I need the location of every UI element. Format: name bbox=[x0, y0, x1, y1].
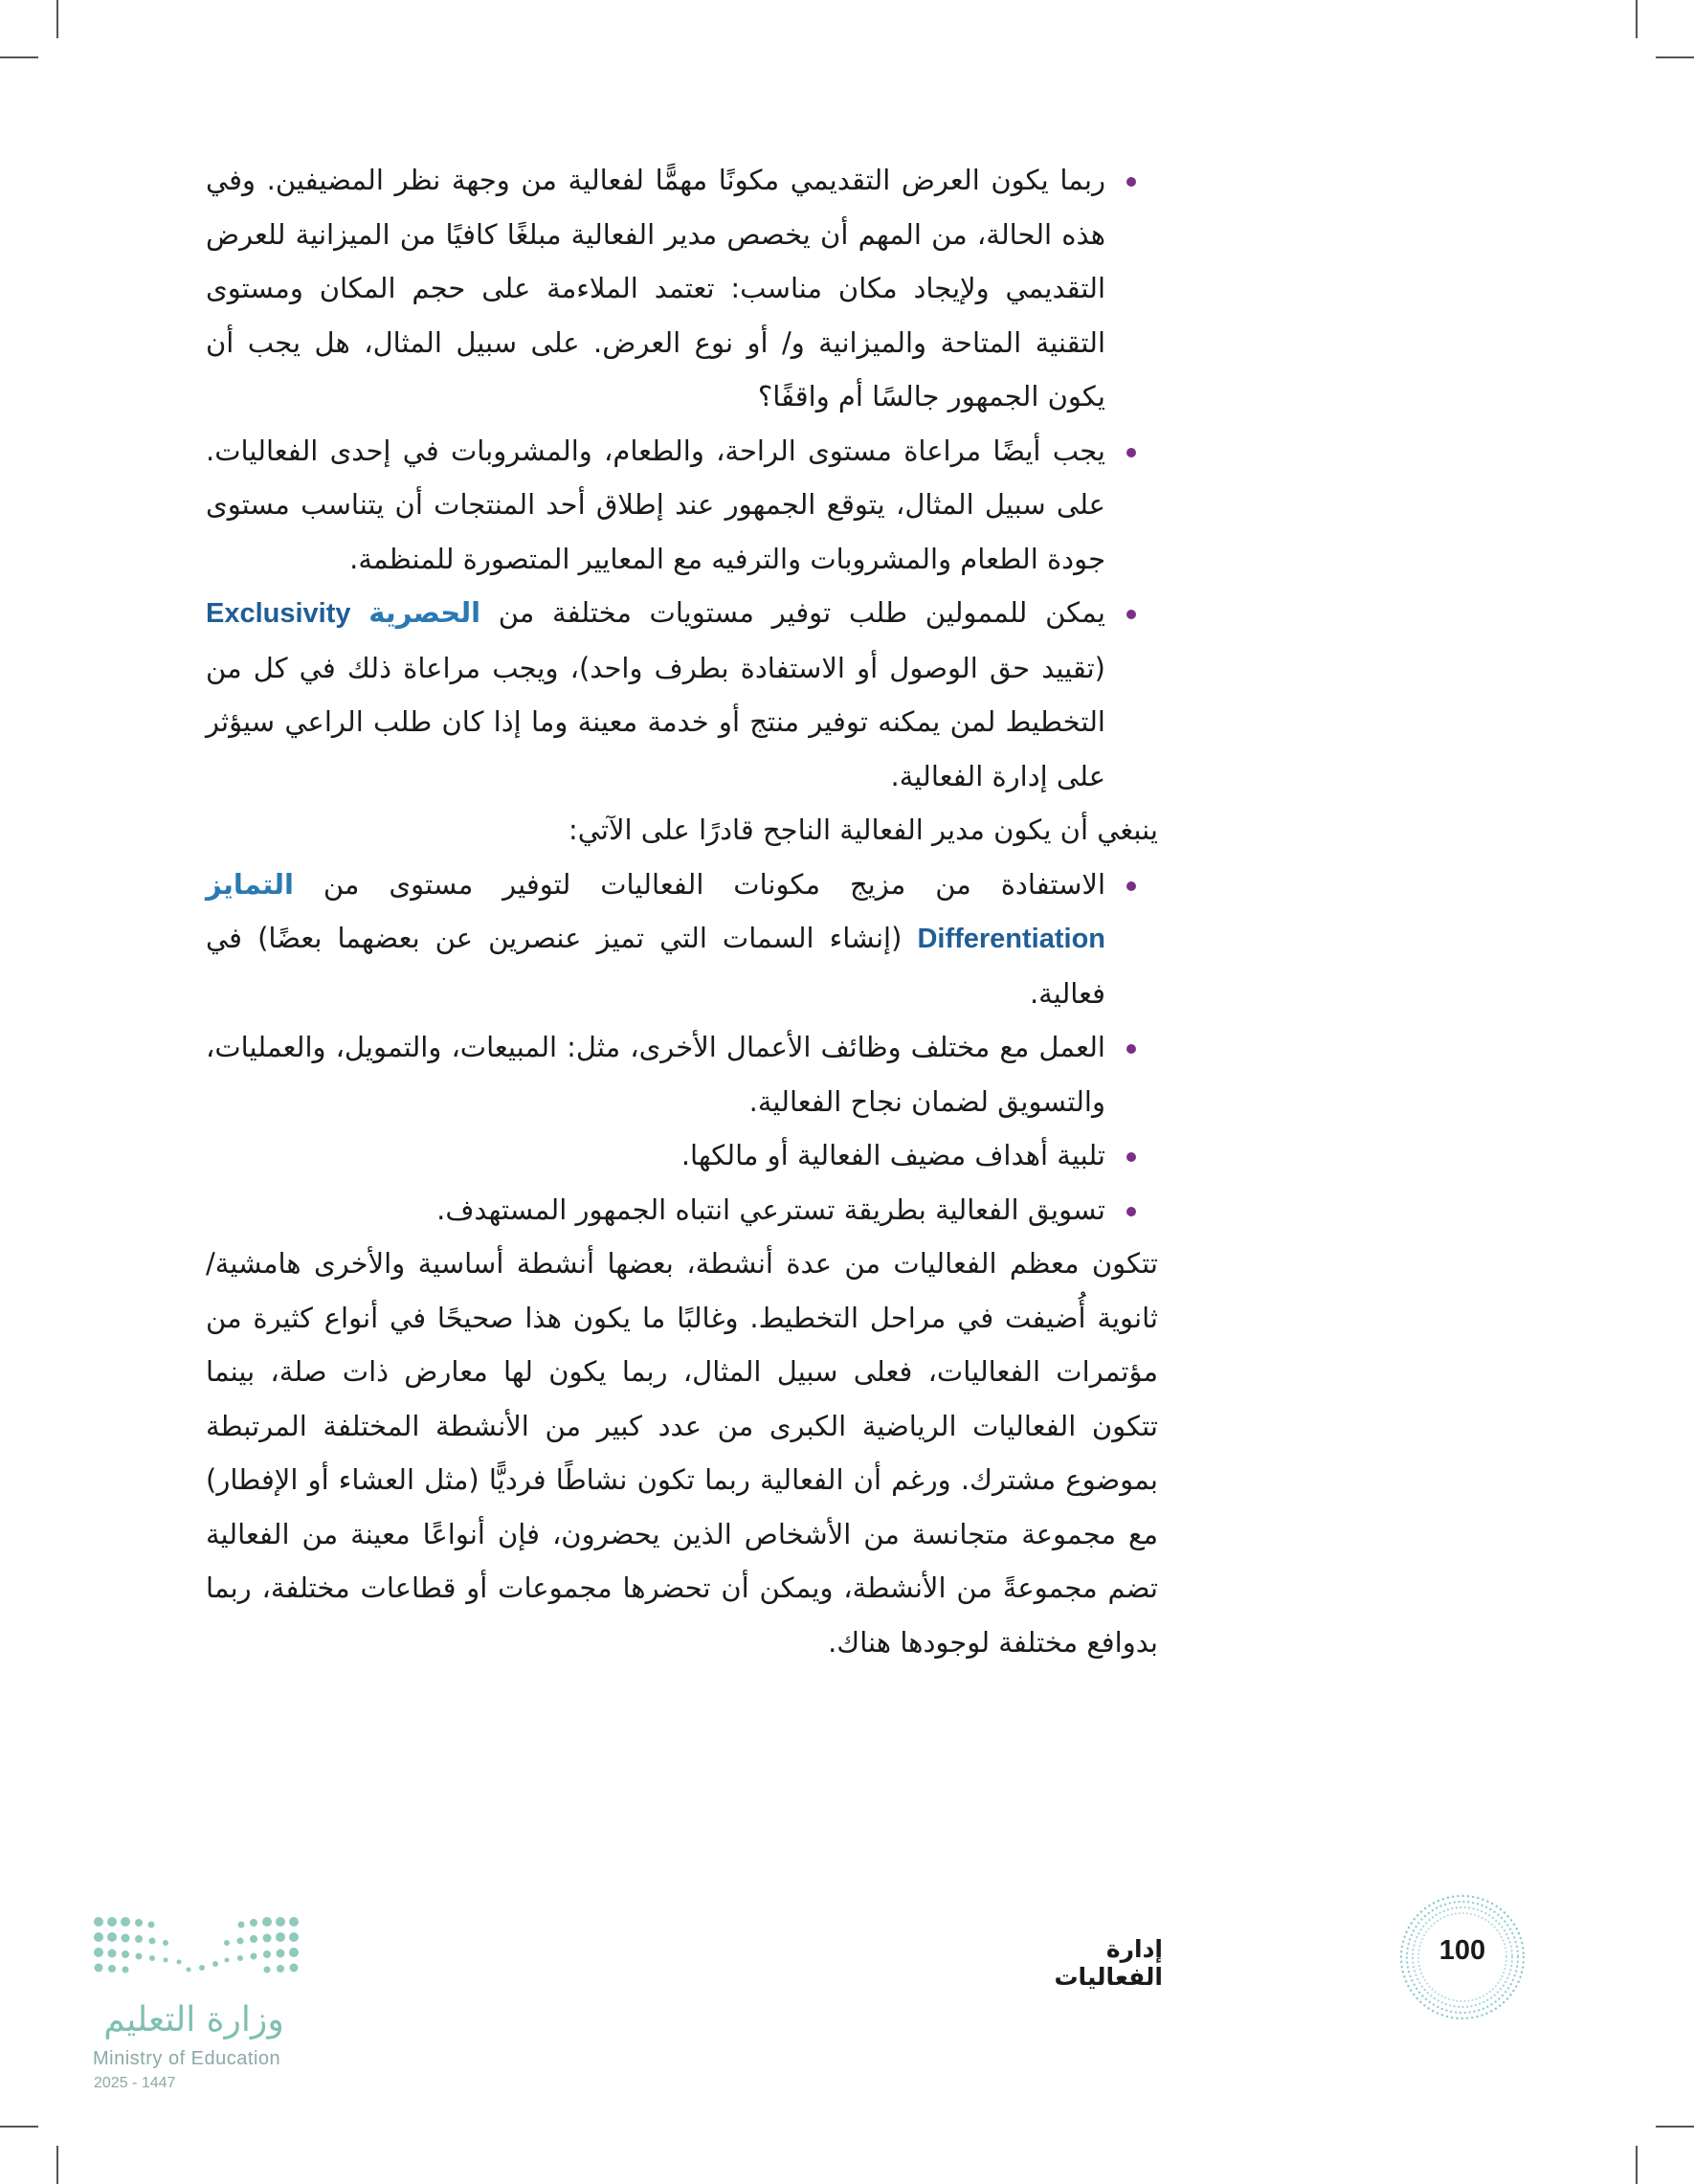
ministry-name-english: Ministry of Education bbox=[93, 2048, 281, 2069]
list-item-differentiation bbox=[206, 858, 1105, 1021]
footer-book-title: إدارة الفعاليات bbox=[1054, 1935, 1163, 1991]
list-item: ربما يكون العرض التقديمي مكونًا مهمًّا لفعالية من وجهة نظر المضيفين. وفي هذه الحالة، من المهم أن يخصص مدير الفعالية مبلغًا كافيًا من الميزانية للعرض التقديمي ولإيجاد مكان مناسب: تعتمد الملاءمة على حجم المكان ومستوى التقنية المتاحة والميزانية و/ أو نوع العرض. على سبيل المثال، هل يجب أن يكون الجمهور جالسًا أم واقفًا؟ bbox=[206, 153, 1105, 424]
crop-mark-top-left-v bbox=[56, 0, 58, 38]
crop-mark-top-right-h bbox=[1656, 56, 1694, 58]
page-number: 100 bbox=[1438, 1935, 1486, 1966]
term-english: Differentiation bbox=[917, 924, 1105, 954]
term-arabic: الحصرية bbox=[368, 596, 481, 629]
list-item: تسويق الفعالية بطريقة تسترعي انتباه الجمهور المستهدف. bbox=[206, 1183, 1105, 1237]
list-item-exclusivity bbox=[206, 586, 1105, 803]
bullet-list-2 bbox=[206, 858, 1158, 1237]
crop-mark-top-left-h bbox=[0, 56, 38, 58]
list-item: تلبية أهداف مضيف الفعالية أو مالكها. bbox=[206, 1128, 1105, 1183]
list-item: العمل مع مختلف وظائف الأعمال الأخرى، مثل: المبيعات، والتمويل، والعمليات، والتسويق لضمان نجاح الفعالية. bbox=[206, 1020, 1105, 1128]
term-arabic: التمايز bbox=[206, 867, 294, 901]
text-run: يمكن للممولين طلب توفير مستويات مختلفة من bbox=[480, 596, 1105, 629]
closing-paragraph: تتكون معظم الفعاليات من عدة أنشطة، بعضها أنشطة أساسية والأخرى هامشية/ ثانوية أُضيفت في مراحل التخطيط. وغالبًا ما يكون هذا صحيحًا في أنواع كثيرة من مؤتمرات الفعاليات، فعلى سبيل المثال، ربما يكون لها معارض ذات صلة، بينما تتكون الفعاليات الرياضية الكبرى من عدد كبير من الأنشطة المختلفة المرتبطة بموضوع مشترك. ورغم أن الفعالية ربما تكون نشاطًا فرديًّا (مثل العشاء أو الإفطار) مع مجموعة متجانسة من الأشخاص الذين يحضرون، فإن أنواعًا معينة من الفعالية تضم مجموعةً من الأنشطة، ويمكن أن تحضرها مجموعات أو قطاعات مختلفة، ربما بدوافع مختلفة لوجودها هناك. bbox=[206, 1247, 1158, 1659]
crop-mark-bottom-right-v bbox=[1636, 2146, 1638, 2184]
bullet-list-1 bbox=[206, 153, 1158, 803]
text-run: (إنشاء السمات التي تميز عنصرين عن بعضهما بعضًا) في فعالية. bbox=[206, 922, 1105, 1010]
text-run: (تقييد حق الوصول أو الاستفادة بطرف واحد)، ويجب مراعاة ذلك في كل من التخطيط لمن يمكنه توفير منتج أو خدمة معينة وما إذا كان طلب الراعي سيؤثر على إدارة الفعالية. bbox=[206, 651, 1105, 792]
text-run: الاستفادة من مزيج مكونات الفعاليات لتوفير مستوى من bbox=[293, 867, 1105, 901]
crop-mark-bottom-left-h bbox=[0, 2126, 38, 2128]
list-item: يجب أيضًا مراعاة مستوى الراحة، والطعام، والمشروبات في إحدى الفعاليات. على سبيل المثال، يتوقع الجمهور عند إطلاق أحد المنتجات أن يتناسب مستوى جودة الطعام والمشروبات والترفيه مع المعايير المتصورة للمنظمة. bbox=[206, 424, 1105, 587]
page-content bbox=[206, 153, 1158, 1669]
term-english: Exclusivity bbox=[206, 598, 351, 629]
ministry-year: 2025 - 1447 bbox=[94, 2075, 176, 2091]
crop-mark-bottom-right-h bbox=[1656, 2126, 1694, 2128]
crop-mark-bottom-left-v bbox=[56, 2146, 58, 2184]
intro-paragraph: ينبغي أن يكون مدير الفعالية الناجح قادرًا على الآتي: bbox=[568, 813, 1158, 846]
crop-mark-top-right-v bbox=[1636, 0, 1638, 38]
ministry-logo-dots-icon bbox=[91, 1914, 301, 1981]
ministry-name-arabic: وزارة التعليم bbox=[103, 2000, 284, 2039]
